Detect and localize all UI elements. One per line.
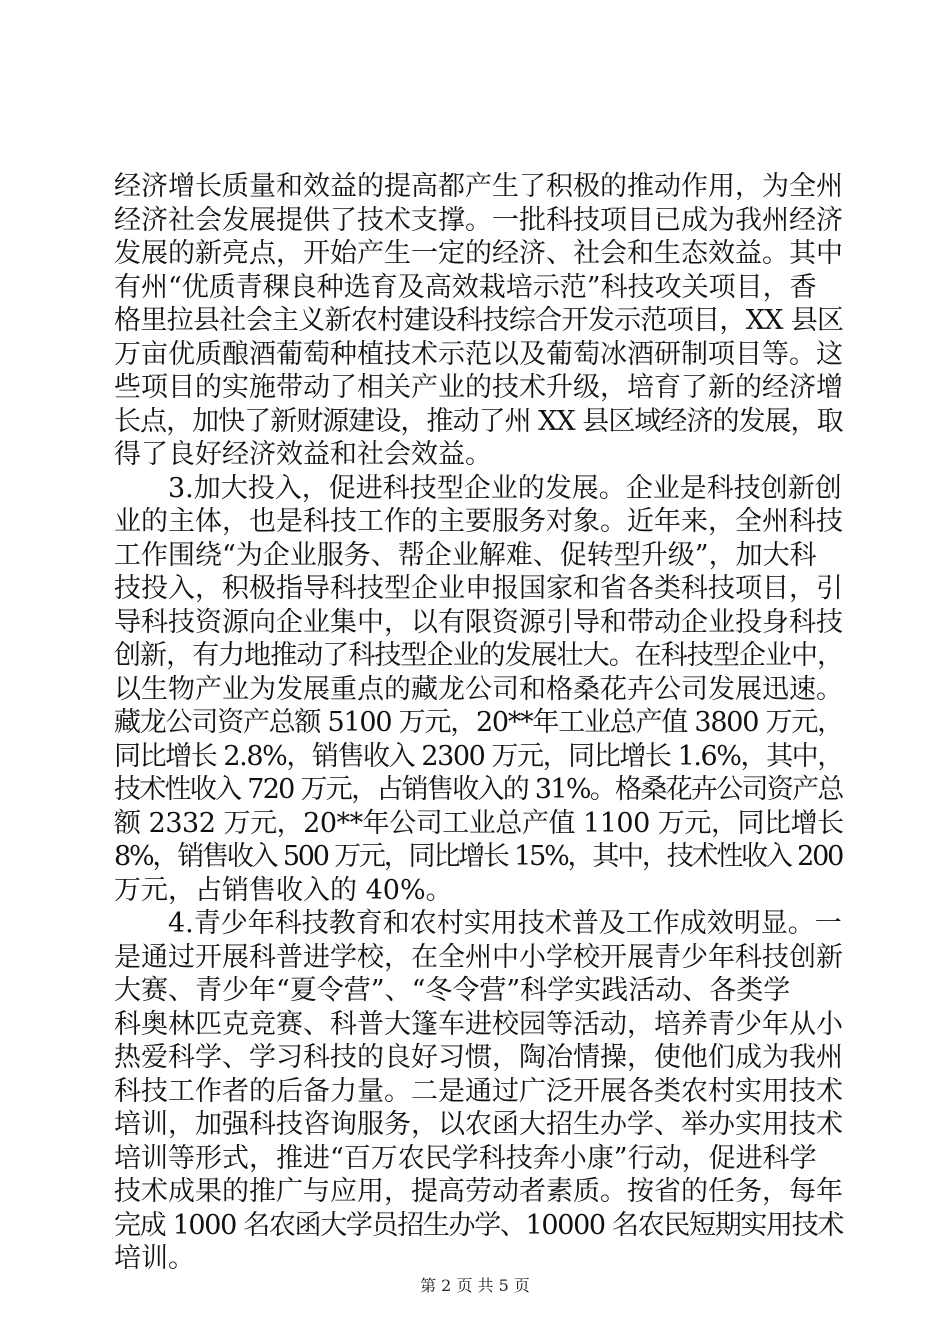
text-line: 8%，销售收入 500 万元，同比增长 15%，其中，技术性收入 200	[114, 841, 843, 872]
text-line: 3.加大投入，促进科技型企业的发展。企业是科技创新创	[114, 472, 842, 504]
text-line: 技术成果的推广与应用，提高劳动者素质。按省的任务，每年	[114, 1176, 843, 1207]
text-line: 同比增长 2.8%，销售收入 2300 万元，同比增长 1.6%，其中，	[114, 740, 843, 772]
text-line: 培训，加强科技咨询服务，以农函大招生办学、举办实用技术	[114, 1109, 843, 1140]
text-line: 热爱科学、学习科技的良好习惯，陶冶情操，使他们成为我州	[114, 1042, 843, 1073]
text-line: 大赛、青少年“夏令营”、“冬令营”科学实践活动、各类学	[114, 975, 791, 1006]
text-line: 是通过开展科普进学校，在全州中小学校开展青少年科技创新	[114, 941, 843, 973]
text-line: 长点，加快了新财源建设，推动了州 XX 县区域经济的发展，取	[114, 405, 843, 437]
text-line: 培训等形式，推进“百万农民学科技奔小康”行动，促进科学	[114, 1142, 817, 1174]
text-line: 以生物产业为发展重点的藏龙公司和格桑花卉公司发展迅速。	[114, 673, 843, 705]
text-line: 培训。	[114, 1243, 195, 1274]
text-line: 额 2332 万元，20**年公司工业总产值 1100 万元，同比增长	[114, 807, 844, 839]
text-line: 万亩优质酿酒葡萄种植技术示范以及葡萄冰酒研制项目等。这	[114, 338, 843, 370]
page-footer: 第 2 页 共 5 页	[420, 1276, 530, 1295]
text-line: 技投入，积极指导科技型企业申报国家和省各类科技项目，引	[114, 573, 843, 604]
text-line: 科技工作者的后备力量。二是通过广泛开展各类农村实用技术	[114, 1075, 843, 1107]
text-line: 格里拉县社会主义新农村建设科技综合开发示范项目，XX 县区	[114, 305, 844, 336]
text-line: 经济社会发展提供了技术支撑。一批科技项目已成为我州经济	[114, 204, 843, 236]
text-line: 发展的新亮点，开始产生一定的经济、社会和生态效益。其中	[114, 238, 843, 269]
text-line: 些项目的实施带动了相关产业的技术升级，培育了新的经济增	[114, 372, 843, 403]
text-line: 经济增长质量和效益的提高都产生了积极的推动作用，为全州	[114, 171, 843, 202]
text-line: 4.青少年科技教育和农村实用技术普及工作成效明显。一	[114, 908, 842, 939]
text-line: 科奥林匹克竞赛、科普大篷车进校园等活动，培养青少年从小	[114, 1008, 843, 1040]
text-line: 技术性收入 720 万元，占销售收入的 31%。格桑花卉公司资产总	[114, 774, 843, 805]
text-line: 有州“优质青稞良种选育及高效栽培示范”科技攻关项目，香	[114, 271, 817, 303]
document-body	[114, 170, 844, 1276]
text-line: 导科技资源向企业集中，以有限资源引导和带动企业投身科技	[114, 606, 843, 638]
text-line: 创新，有力地推动了科技型企业的发展壮大。在科技型企业中，	[114, 640, 844, 671]
text-line: 业的主体，也是科技工作的主要服务对象。近年来，全州科技	[114, 506, 843, 537]
text-line: 得了良好经济效益和社会效益。	[114, 439, 492, 470]
text-line: 藏龙公司资产总额 5100 万元，20**年工业总产值 3800 万元，	[114, 707, 843, 738]
text-line: 完成 1000 名农函大学员招生办学、10000 名农民短期实用技术	[114, 1209, 844, 1241]
text-line: 万元，占销售收入的 40%。	[114, 874, 453, 906]
text-line: 工作围绕“为企业服务、帮企业解难、促转型升级”，加大科	[114, 539, 817, 571]
